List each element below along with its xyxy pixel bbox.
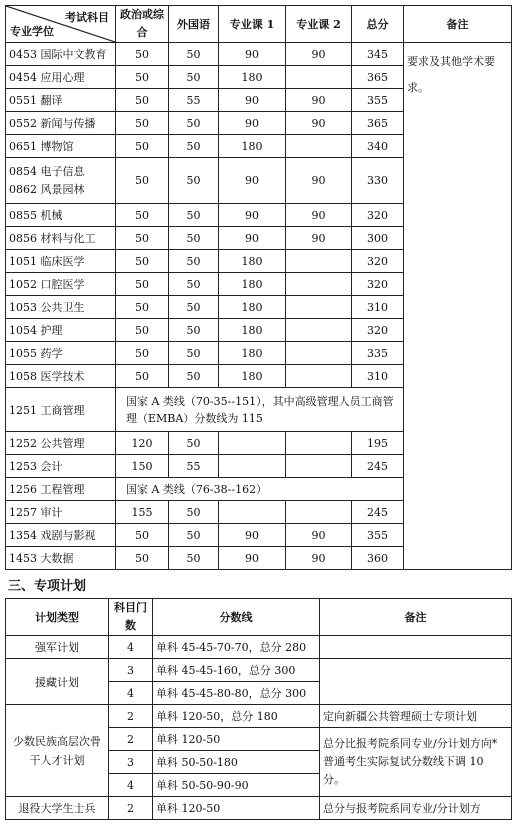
table-row xyxy=(6,705,512,728)
cell-politics: 50 xyxy=(116,135,169,158)
cell-language: 50 xyxy=(169,112,219,135)
cell-politics: 50 xyxy=(116,365,169,388)
cell-major1 xyxy=(219,432,286,455)
cell-major2 xyxy=(286,66,352,89)
cell-language: 50 xyxy=(169,547,219,570)
cell-major1: 90 xyxy=(219,227,286,250)
row-name: 1054 护理 xyxy=(6,319,116,342)
subject-count: 3 xyxy=(109,751,153,774)
cell-language: 50 xyxy=(169,432,219,455)
subject-count: 2 xyxy=(109,728,153,751)
plan-type: 退役大学生士兵 xyxy=(6,797,109,820)
cell-total: 335 xyxy=(352,342,404,365)
cell-major2 xyxy=(286,135,352,158)
cell-politics: 50 xyxy=(116,89,169,112)
header-major2: 专业课 2 xyxy=(286,6,352,43)
cell-major1: 180 xyxy=(219,135,286,158)
score-line: 单科 120-50 xyxy=(153,797,320,820)
cell-total: 320 xyxy=(352,250,404,273)
cell-language: 50 xyxy=(169,135,219,158)
cell-major1: 90 xyxy=(219,158,286,204)
cell-total: 355 xyxy=(352,524,404,547)
cell-total: 330 xyxy=(352,158,404,204)
cell-total: 365 xyxy=(352,66,404,89)
subject-count: 2 xyxy=(109,797,153,820)
cell-total: 365 xyxy=(352,112,404,135)
cell-politics: 50 xyxy=(116,112,169,135)
row-name: 1354 戏剧与影视 xyxy=(6,524,116,547)
score-line: 单科 50-50-90-90 xyxy=(153,774,320,797)
cell-politics: 50 xyxy=(116,66,169,89)
row-name: 0551 翻译 xyxy=(6,89,116,112)
cell-major1 xyxy=(219,501,286,524)
row-name: 1257 审计 xyxy=(6,501,116,524)
header-note: 备注 xyxy=(320,599,512,636)
score-line: 单科 45-45-160，总分 300 xyxy=(153,659,320,682)
row-name xyxy=(6,158,116,204)
table-header-row xyxy=(6,6,512,43)
cell-language: 50 xyxy=(169,227,219,250)
row-name: 1251 工商管理 xyxy=(6,388,116,432)
cell-language: 50 xyxy=(169,365,219,388)
plan-note: 定向新疆公共管理硕士专项计划 xyxy=(320,705,512,728)
cell-major2: 90 xyxy=(286,89,352,112)
header-subjects: 考试科目 xyxy=(65,11,109,24)
cell-politics: 50 xyxy=(116,158,169,204)
cell-major1: 90 xyxy=(219,89,286,112)
cell-major2: 90 xyxy=(286,227,352,250)
cell-total: 320 xyxy=(352,273,404,296)
header-total: 总分 xyxy=(352,6,404,43)
score-table xyxy=(5,5,512,570)
cell-language: 50 xyxy=(169,204,219,227)
row-name: 1053 公共卫生 xyxy=(6,296,116,319)
row-name: 1252 公共管理 xyxy=(6,432,116,455)
score-line: 单科 50-50-180 xyxy=(153,751,320,774)
merged-score-cell: 国家 A 类线（76-38--162） xyxy=(116,478,404,501)
cell-language: 55 xyxy=(169,455,219,478)
cell-politics: 120 xyxy=(116,432,169,455)
cell-major1: 90 xyxy=(219,547,286,570)
cell-major1: 180 xyxy=(219,296,286,319)
cell-major2 xyxy=(286,365,352,388)
cell-total: 320 xyxy=(352,319,404,342)
row-name: 1253 会计 xyxy=(6,455,116,478)
subject-count: 4 xyxy=(109,636,153,659)
cell-total: 345 xyxy=(352,43,404,66)
note-cell: 要求及其他学术要求。 xyxy=(404,43,512,570)
cell-major1: 180 xyxy=(219,250,286,273)
cell-language: 50 xyxy=(169,273,219,296)
cell-major2 xyxy=(286,296,352,319)
cell-major1: 180 xyxy=(219,365,286,388)
cell-major1: 180 xyxy=(219,319,286,342)
header-major1: 专业课 1 xyxy=(219,6,286,43)
header-corner-cell xyxy=(6,6,116,43)
cell-politics: 50 xyxy=(116,296,169,319)
plan-note: 总分比报考院系同专业/分计划方向*普通考生实际复试分数线下调 10 分。 xyxy=(320,728,512,797)
subject-count: 4 xyxy=(109,682,153,705)
cell-language: 50 xyxy=(169,319,219,342)
cell-politics: 50 xyxy=(116,204,169,227)
score-line: 单科 45-45-70-70，总分 280 xyxy=(153,636,320,659)
header-score-line: 分数线 xyxy=(153,599,320,636)
cell-total: 300 xyxy=(352,227,404,250)
special-plan-table xyxy=(5,598,512,820)
cell-total: 195 xyxy=(352,432,404,455)
subject-count: 4 xyxy=(109,774,153,797)
cell-major2 xyxy=(286,319,352,342)
cell-language: 55 xyxy=(169,89,219,112)
cell-politics: 50 xyxy=(116,250,169,273)
row-name: 1256 工程管理 xyxy=(6,478,116,501)
row-name: 1453 大数据 xyxy=(6,547,116,570)
plan-type: 援藏计划 xyxy=(6,659,109,705)
row-name: 0855 机械 xyxy=(6,204,116,227)
plan-note xyxy=(320,636,512,659)
cell-total: 320 xyxy=(352,204,404,227)
cell-total: 340 xyxy=(352,135,404,158)
header-subject-count: 科目门数 xyxy=(109,599,153,636)
cell-major2: 90 xyxy=(286,112,352,135)
cell-total: 310 xyxy=(352,365,404,388)
row-name: 0454 应用心理 xyxy=(6,66,116,89)
row-name: 0453 国际中文教育 xyxy=(6,43,116,66)
row-name-line1: 0854 电子信息 xyxy=(9,164,85,178)
row-name: 1052 口腔医学 xyxy=(6,273,116,296)
cell-major2 xyxy=(286,342,352,365)
cell-language: 50 xyxy=(169,43,219,66)
cell-language: 50 xyxy=(169,501,219,524)
cell-language: 50 xyxy=(169,66,219,89)
section-title: 三、专项计划 xyxy=(8,579,87,594)
row-name: 1055 药学 xyxy=(6,342,116,365)
cell-major2 xyxy=(286,432,352,455)
cell-politics: 50 xyxy=(116,319,169,342)
header-note: 备注 xyxy=(404,6,512,43)
cell-major2: 90 xyxy=(286,204,352,227)
row-name: 1058 医学技术 xyxy=(6,365,116,388)
cell-major1: 180 xyxy=(219,66,286,89)
subject-count: 2 xyxy=(109,705,153,728)
cell-major1: 180 xyxy=(219,273,286,296)
cell-major2 xyxy=(286,455,352,478)
cell-major2 xyxy=(286,273,352,296)
cell-politics: 50 xyxy=(116,547,169,570)
header-degree: 专业学位 xyxy=(10,25,54,38)
row-name: 0651 博物馆 xyxy=(6,135,116,158)
cell-politics: 50 xyxy=(116,524,169,547)
table-row xyxy=(6,797,512,820)
cell-politics: 50 xyxy=(116,273,169,296)
header-language: 外国语 xyxy=(169,6,219,43)
cell-politics: 50 xyxy=(116,342,169,365)
cell-politics: 50 xyxy=(116,227,169,250)
cell-major2 xyxy=(286,250,352,273)
table-header-row xyxy=(6,599,512,636)
cell-major1: 90 xyxy=(219,204,286,227)
cell-language: 50 xyxy=(169,250,219,273)
cell-politics: 155 xyxy=(116,501,169,524)
score-line: 单科 120-50，总分 180 xyxy=(153,705,320,728)
row-name: 0856 材料与化工 xyxy=(6,227,116,250)
cell-language: 50 xyxy=(169,524,219,547)
header-plan-type: 计划类型 xyxy=(6,599,109,636)
row-name: 1051 临床医学 xyxy=(6,250,116,273)
cell-total: 310 xyxy=(352,296,404,319)
cell-major1: 180 xyxy=(219,342,286,365)
cell-major1: 90 xyxy=(219,524,286,547)
header-politics: 政治或综合 xyxy=(116,6,169,43)
table-row xyxy=(6,43,512,66)
table-row xyxy=(6,636,512,659)
cell-politics: 150 xyxy=(116,455,169,478)
score-line: 单科 45-45-80-80，总分 300 xyxy=(153,682,320,705)
row-name: 0552 新闻与传播 xyxy=(6,112,116,135)
cell-politics: 50 xyxy=(116,43,169,66)
score-line: 单科 120-50 xyxy=(153,728,320,751)
cell-major1: 90 xyxy=(219,43,286,66)
cell-total: 245 xyxy=(352,501,404,524)
merged-score-cell: 国家 A 类线（70-35--151），其中高级管理人员工商管理（EMBA）分数线为 115 xyxy=(116,388,404,432)
cell-major2: 90 xyxy=(286,158,352,204)
cell-language: 50 xyxy=(169,158,219,204)
plan-note xyxy=(320,659,512,705)
subject-count: 3 xyxy=(109,659,153,682)
table-row xyxy=(6,659,512,682)
cell-major2: 90 xyxy=(286,547,352,570)
cell-major1 xyxy=(219,455,286,478)
cell-total: 360 xyxy=(352,547,404,570)
cell-language: 50 xyxy=(169,296,219,319)
cell-language: 50 xyxy=(169,342,219,365)
cell-total: 355 xyxy=(352,89,404,112)
cell-major1: 90 xyxy=(219,112,286,135)
row-name-line2: 0862 风景园林 xyxy=(9,182,85,196)
plan-type: 少数民族高层次骨干人才计划 xyxy=(6,705,109,797)
cell-total: 245 xyxy=(352,455,404,478)
cell-major2: 90 xyxy=(286,524,352,547)
plan-type: 强军计划 xyxy=(6,636,109,659)
cell-major2 xyxy=(286,501,352,524)
cell-major2: 90 xyxy=(286,43,352,66)
plan-note: 总分与报考院系同专业/分计划方 xyxy=(320,797,512,820)
